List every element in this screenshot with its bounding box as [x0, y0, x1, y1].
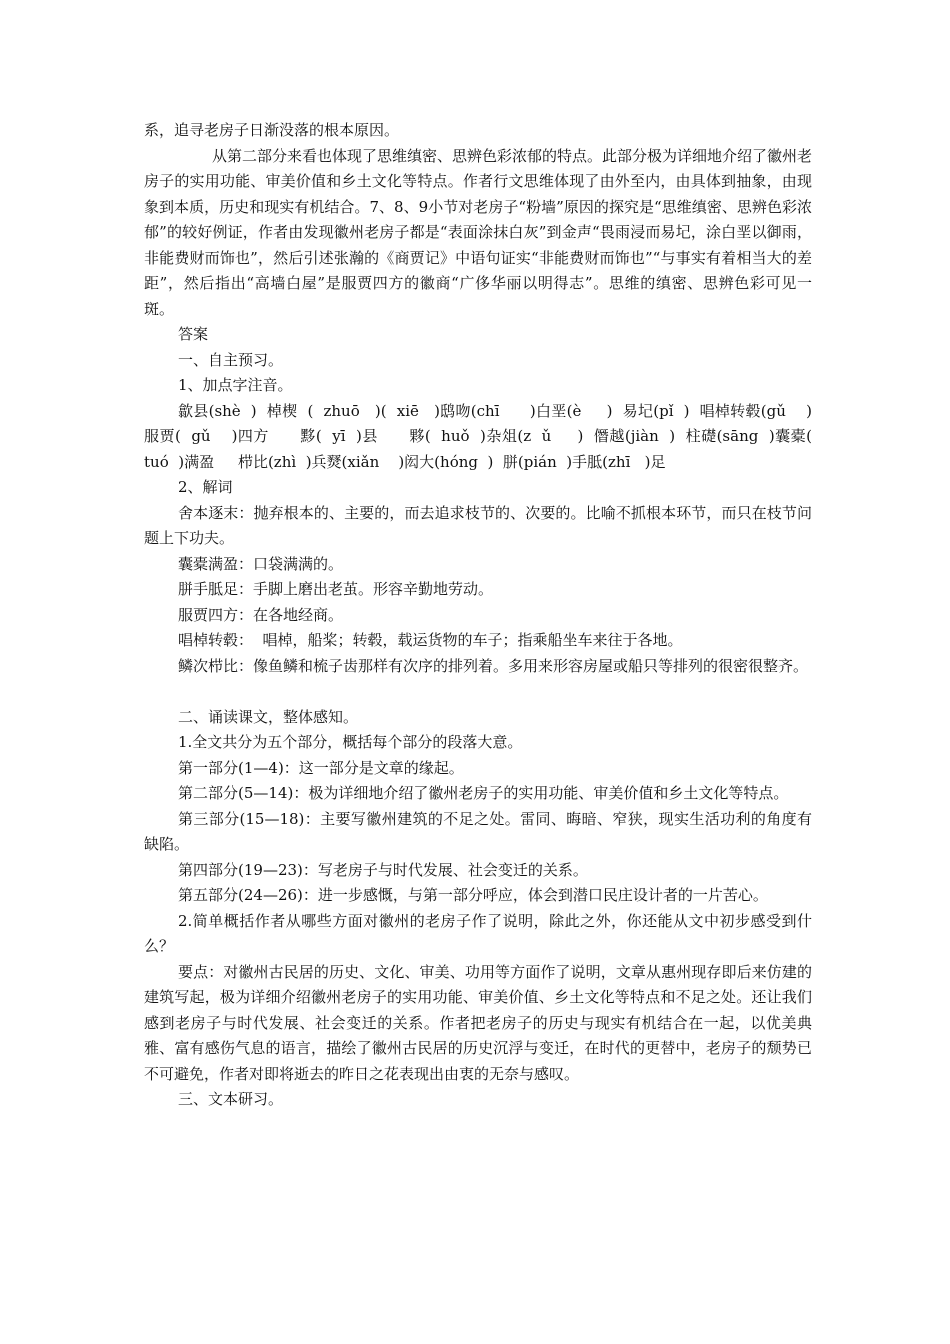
part-summary: 第四部分(19—23)：写老房子与时代发展、社会变迁的关系。: [178, 860, 588, 879]
question-1: 1.全文共分为五个部分，概括每个部分的段落大意。: [178, 733, 523, 751]
answer-key-points: 要点：对徽州古民居的历史、文化、审美、功用等方面作了说明，文章从惠州现存即后来仿建的建筑写起，极为详细介绍徽州老房子的实用功能、审美价值、乡土文化等特点和不足之处。还让我们感到老房子与时代发展、社会变迁的关系。作者把老房子的历史与现实有机结合在一起，以优美典雅、富有感伤气息的语言，描绘了徽州古民居的历史沉浮与变迁，在时代的更替中，老房子的颓势已不可避免，作者对即将逝去的昨日之花表现出由衷的无奈与感叹。: [144, 962, 812, 1083]
paragraph-analysis: 从第二部分来看也体现了思维缜密、思辨色彩浓郁的特点。此部分极为详细地介绍了徽州老房子的实用功能、审美价值和乡土文化等特点。作者行文思维体现了由外至内，由具体到抽象，由现象到本质，历史和现实有机结合。7、8、9小节对老房子“粉墙”原因的探究是“思维缜密、思辨色彩浓郁”的较好例证，作者由发现徽州老房子都是“表面涂抹白灰”到金声“畏雨浸而易圮，涂白垩以御雨，非能费财而饰也”，然后引述张瀚的《商贾记》中语句证实“非能费财而饰也”“与事实有着相当大的差距”，然后指出“高墙白屋”是服贾四方的徽商“广侈华丽以明得志”。思维的缜密、思辨色彩可见一斑。: [144, 146, 813, 318]
heading-section-2: 二、诵读课文，整体感知。: [178, 707, 359, 726]
part-summary: 第五部分(24—26)：进一步感慨，与第一部分呼应，体会到潜口民庄设计者的一片苦心。: [178, 886, 768, 904]
vocab-item: 舍本逐末：抛弃根本的、主要的，而去追求枝节的、次要的。比喻不抓根本环节，而只在枝节问题上下功夫。: [144, 503, 812, 547]
vocab-item: 唱棹转毂： 唱棹，船桨；转毂，载运货物的车子；指乘船坐车来往于各地。: [178, 631, 683, 649]
heading-section-1: 一、自主预习。: [178, 350, 284, 369]
part-summary: 第一部分(1—4)：这一部分是文章的缘起。: [178, 758, 464, 777]
heading-vocabulary: 2、解词: [178, 478, 233, 496]
document-page: [144, 118, 822, 1113]
heading-answer: 答案: [178, 325, 209, 343]
paragraph-continuation: 系，追寻老房子日渐没落的根本原因。: [144, 121, 400, 139]
part-summary: 第二部分(5—14)：极为详细地介绍了徽州老房子的实用功能、审美价值和乡土文化等特点。: [178, 784, 789, 802]
vocab-item: 鳞次栉比：像鱼鳞和梳子齿那样有次序的排列着。多用来形容房屋或船只等排列的很密很整齐。: [178, 656, 809, 675]
heading-pinyin: 1、加点字注音。: [178, 376, 293, 394]
blank-line: [144, 679, 812, 705]
pinyin-list: 歙县(shè ) 棹楔 ( zhuō )( xiē )鸱吻(chī )白垩(è ) 易圮(pǐ ) 唱棹转毂(gǔ ) 服贾( gǔ )四方 黟( yī )县 夥( huǒ )杂俎(z ǔ ) 僭越(jiàn ) 柱礎(sāng )囊橐( tuó )满盈 栉比(zhì )兵燹(xiǎn )闳大(hóng ) 胼(pián )手胝(zhī )足: [144, 401, 822, 471]
question-2: 2.简单概括作者从哪些方面对徽州的老房子作了说明，除此之外，你还能从文中初步感受到什么？: [144, 911, 812, 955]
vocab-item: 胼手胝足：手脚上磨出老茧。形容辛勤地劳动。: [178, 580, 494, 598]
part-summary: 第三部分(15—18)：主要写徽州建筑的不足之处。雷同、晦暗、窄狭，现实生活功利的角度有缺陷。: [144, 809, 812, 853]
heading-section-3: 三、文本研习。: [178, 1090, 284, 1108]
vocab-item: 服贾四方：在各地经商。: [178, 605, 344, 624]
vocab-item: 囊橐满盈：口袋满满的。: [178, 554, 344, 573]
